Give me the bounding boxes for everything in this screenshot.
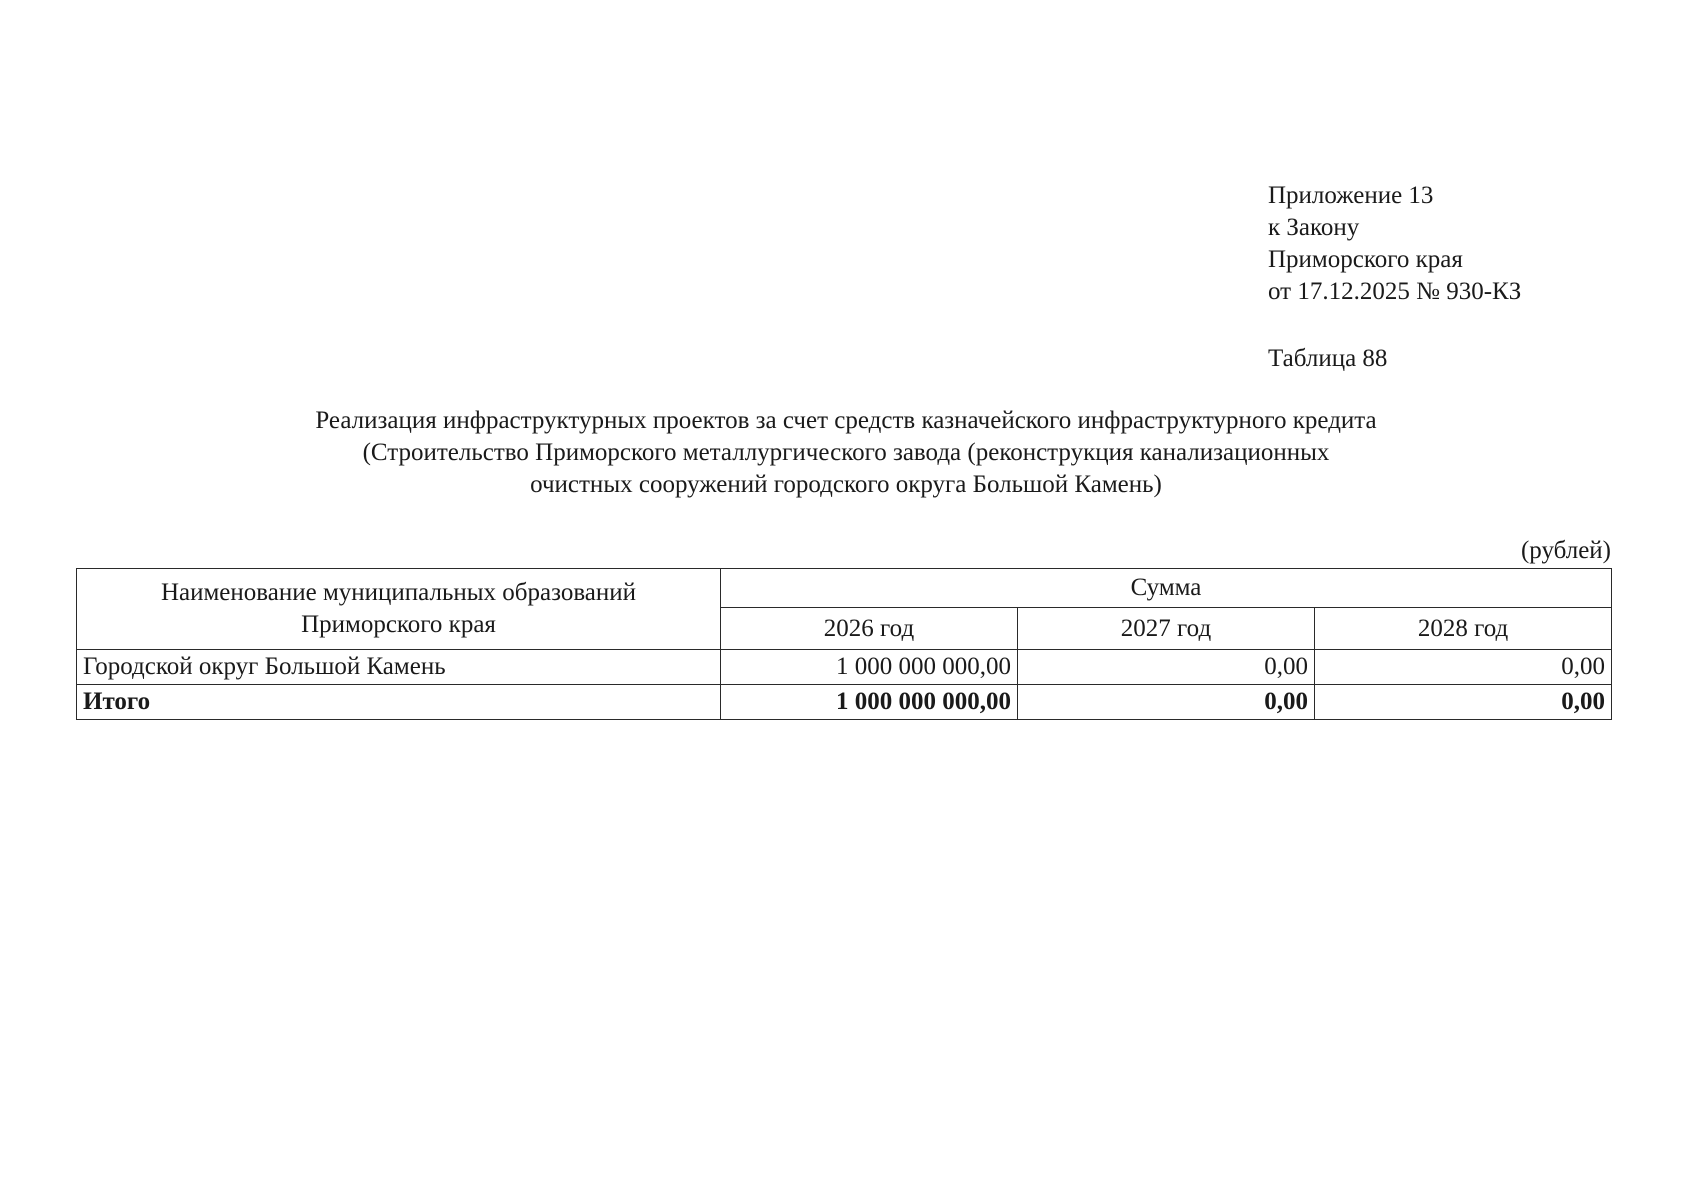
header-municipality-line: Наименование муниципальных образований: [160, 579, 637, 606]
total-value-2028: 0,00: [1315, 685, 1612, 720]
appendix-line: Приложение 13: [1268, 182, 1434, 209]
total-label: Итого: [77, 685, 721, 720]
row-value-2028: 0,00: [1315, 650, 1612, 685]
table-number: Таблица 88: [1268, 345, 1388, 372]
appendix-line: от 17.12.2025 № 930-КЗ: [1268, 278, 1522, 305]
header-municipality: [77, 569, 721, 650]
header-sum: Сумма: [721, 569, 1612, 608]
title-line: Реализация инфраструктурных проектов за счет средств казначейского инфраструктурного кредита: [315, 407, 1377, 434]
budget-table: [76, 568, 1612, 720]
total-value-2026: 1 000 000 000,00: [721, 685, 1018, 720]
title-line: очистных сооружений городского округа Большой Камень): [530, 471, 1162, 498]
title-line: (Строительство Приморского металлургического завода (реконструкция канализационных: [362, 439, 1330, 466]
table-header-row: [77, 569, 1612, 608]
header-year-2026: 2026 год: [721, 608, 1018, 650]
total-value-2027: 0,00: [1018, 685, 1315, 720]
table-row: [77, 650, 1612, 685]
header-municipality-line: Приморского края: [301, 611, 496, 638]
appendix-line: Приморского края: [1268, 246, 1463, 273]
row-value-2027: 0,00: [1018, 650, 1315, 685]
row-value-2026: 1 000 000 000,00: [721, 650, 1018, 685]
row-municipality-name: Городской округ Большой Камень: [77, 650, 721, 685]
total-row: [77, 685, 1612, 720]
document-title: [76, 405, 1616, 501]
header-year-2027: 2027 год: [1018, 608, 1315, 650]
units-label: (рублей): [1520, 537, 1611, 564]
appendix-line: к Закону: [1268, 214, 1360, 241]
header-year-2028: 2028 год: [1315, 608, 1612, 650]
appendix-reference: [1268, 180, 1521, 308]
